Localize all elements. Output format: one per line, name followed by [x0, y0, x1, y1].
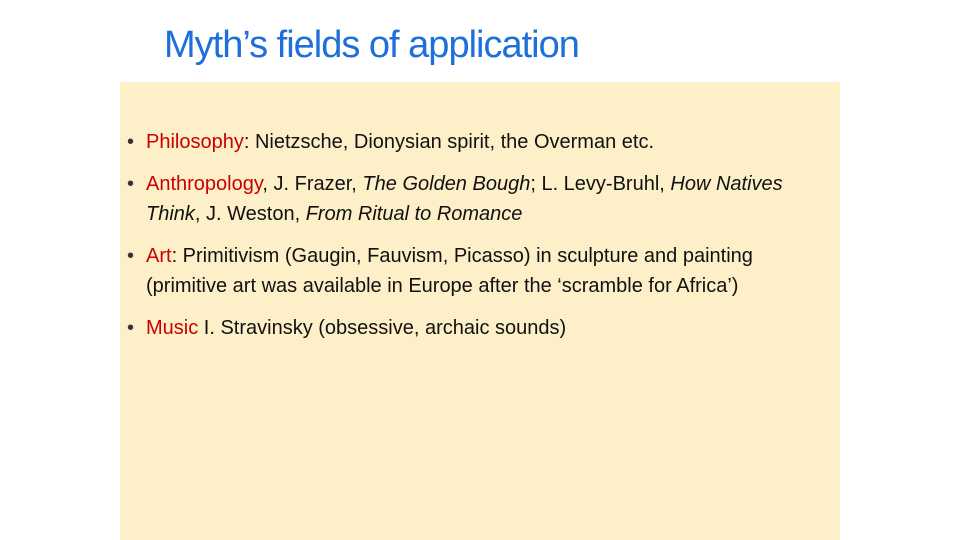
bullet-icon: • — [127, 245, 135, 267]
item-text: I. Stravinsky (obsessive, archaic sounds) — [198, 317, 567, 339]
item-text: : Primitivism (Gaugin, Fauvism, Picasso) in sculpture and painting (primitive art was available in Europe after the ‘scramble for Africa’) — [146, 245, 753, 297]
bullet-item-art — [127, 241, 837, 301]
bullet-item-music — [127, 313, 837, 343]
item-text: , J. Frazer, — [262, 173, 363, 195]
bullet-item-anthropology — [127, 169, 837, 229]
item-text: : Nietzsche, Dionysian spirit, the Overman etc. — [243, 131, 654, 153]
slide-title: Myth’s fields of application — [164, 24, 579, 66]
bullet-item-philosophy — [127, 127, 837, 157]
bullet-icon: • — [127, 131, 135, 153]
book-title: The Golden Bough — [362, 173, 531, 195]
topic-label: Art — [146, 245, 172, 267]
topic-label: Philosophy — [146, 131, 244, 153]
book-title: How Natives Think — [146, 173, 783, 225]
topic-label: Music — [146, 317, 199, 339]
topic-label: Anthropology — [146, 173, 263, 195]
bullet-icon: • — [127, 173, 135, 195]
bullet-list — [127, 127, 837, 355]
book-title: From Ritual to Romance — [305, 203, 523, 225]
item-text: ; L. Levy-Bruhl, — [530, 173, 671, 195]
item-text: , J. Weston, — [194, 203, 306, 225]
bullet-icon: • — [127, 317, 135, 339]
